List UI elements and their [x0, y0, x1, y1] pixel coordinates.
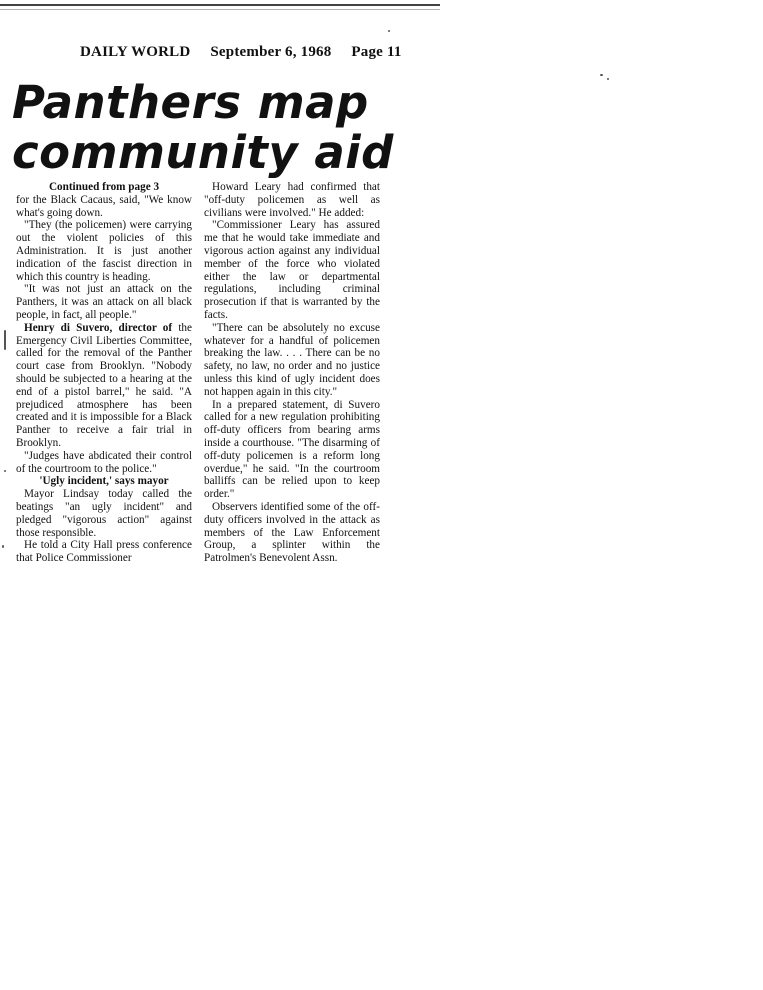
continued-note: Continued from page 3 — [48, 181, 160, 193]
subheading: 'Ugly incident,' says mayor — [39, 475, 169, 488]
paragraph — [16, 322, 192, 450]
paragraph: Mayor Lindsay today called the beatings "an ugly incident" and pledged "vigorous action" against those responsible. — [16, 488, 192, 539]
headline — [12, 78, 412, 178]
scan-speck — [388, 30, 390, 32]
article-column-1 — [16, 181, 192, 565]
paragraph: In a prepared statement, di Suvero called for a new regulation prohibiting off-duty officers from bearing arms inside a courthouse. "The disarming of off-duty policemen is a reform long overdue," he said. "In the courtroom balliffs can be relied upon to keep order." — [204, 398, 380, 501]
paragraph: "There can be absolutely no excuse whatever for a handful of policemen breaking the law. . . . There can be no safety, no law, no order and no justice unless this kind of ugly incident does not happen again in this city." — [204, 321, 380, 398]
paragraph: "Judges have abdicated their control of the courtroom to the police." — [16, 449, 192, 475]
article-column-2 — [204, 181, 380, 565]
masthead — [80, 44, 402, 61]
page-number: Page 11 — [351, 44, 402, 60]
issue-date: September 6, 1968 — [210, 44, 332, 60]
scan-speck — [4, 470, 6, 472]
paragraph: Observers identified some of the off-duty officers involved in the attack as members of the Law Enforcement Group, a splinter within the Patrolmen's Benevolent Assn. — [204, 500, 380, 565]
paper-name: DAILY WORLD — [80, 44, 191, 60]
headline-line-2: community aid — [12, 126, 394, 179]
paragraph: He told a City Hall press conference that Police Commissioner — [16, 539, 192, 565]
top-rule-secondary — [0, 9, 440, 10]
headline-line-1: Panthers map — [12, 76, 369, 129]
paragraph: "Commissioner Leary has assured me that he would take immediate and vigorous action against any individual member of the force who violated either the law or departmental regulations, including criminal prosecution if that is warranted by the facts. — [204, 219, 380, 321]
scan-speck — [4, 330, 6, 350]
paragraph: "They (the policemen) were carrying out the violent policies of this Administration. It is just another indication of the fascist direction in which this country is heading. — [16, 219, 192, 283]
person-name-lead: Henry di Suvero, director of — [24, 321, 173, 334]
paragraph: Howard Leary had confirmed that "off-duty policemen as well as civilians were involved." He added: — [204, 181, 380, 219]
scan-speck — [607, 78, 609, 80]
scan-speck — [2, 545, 4, 548]
paragraph-text: the Emergency Civil Liberties Committee, called for the removal of the Panther court case from Brooklyn. "Nobody should be subjected to a hearing at the end of a pistol barrel," he said. "A prejudiced atmosphere has been created and it is impossible for a Black Panther to receive a fair trial in Brooklyn. — [16, 321, 192, 449]
top-rule — [0, 4, 440, 6]
paragraph: for the Black Cacaus, said, "We know what's going down. — [16, 193, 192, 219]
paragraph: "It was not just an attack on the Panthers, it was an attack on all black people, in fact, all people." — [16, 283, 192, 321]
scan-speck — [600, 74, 603, 76]
